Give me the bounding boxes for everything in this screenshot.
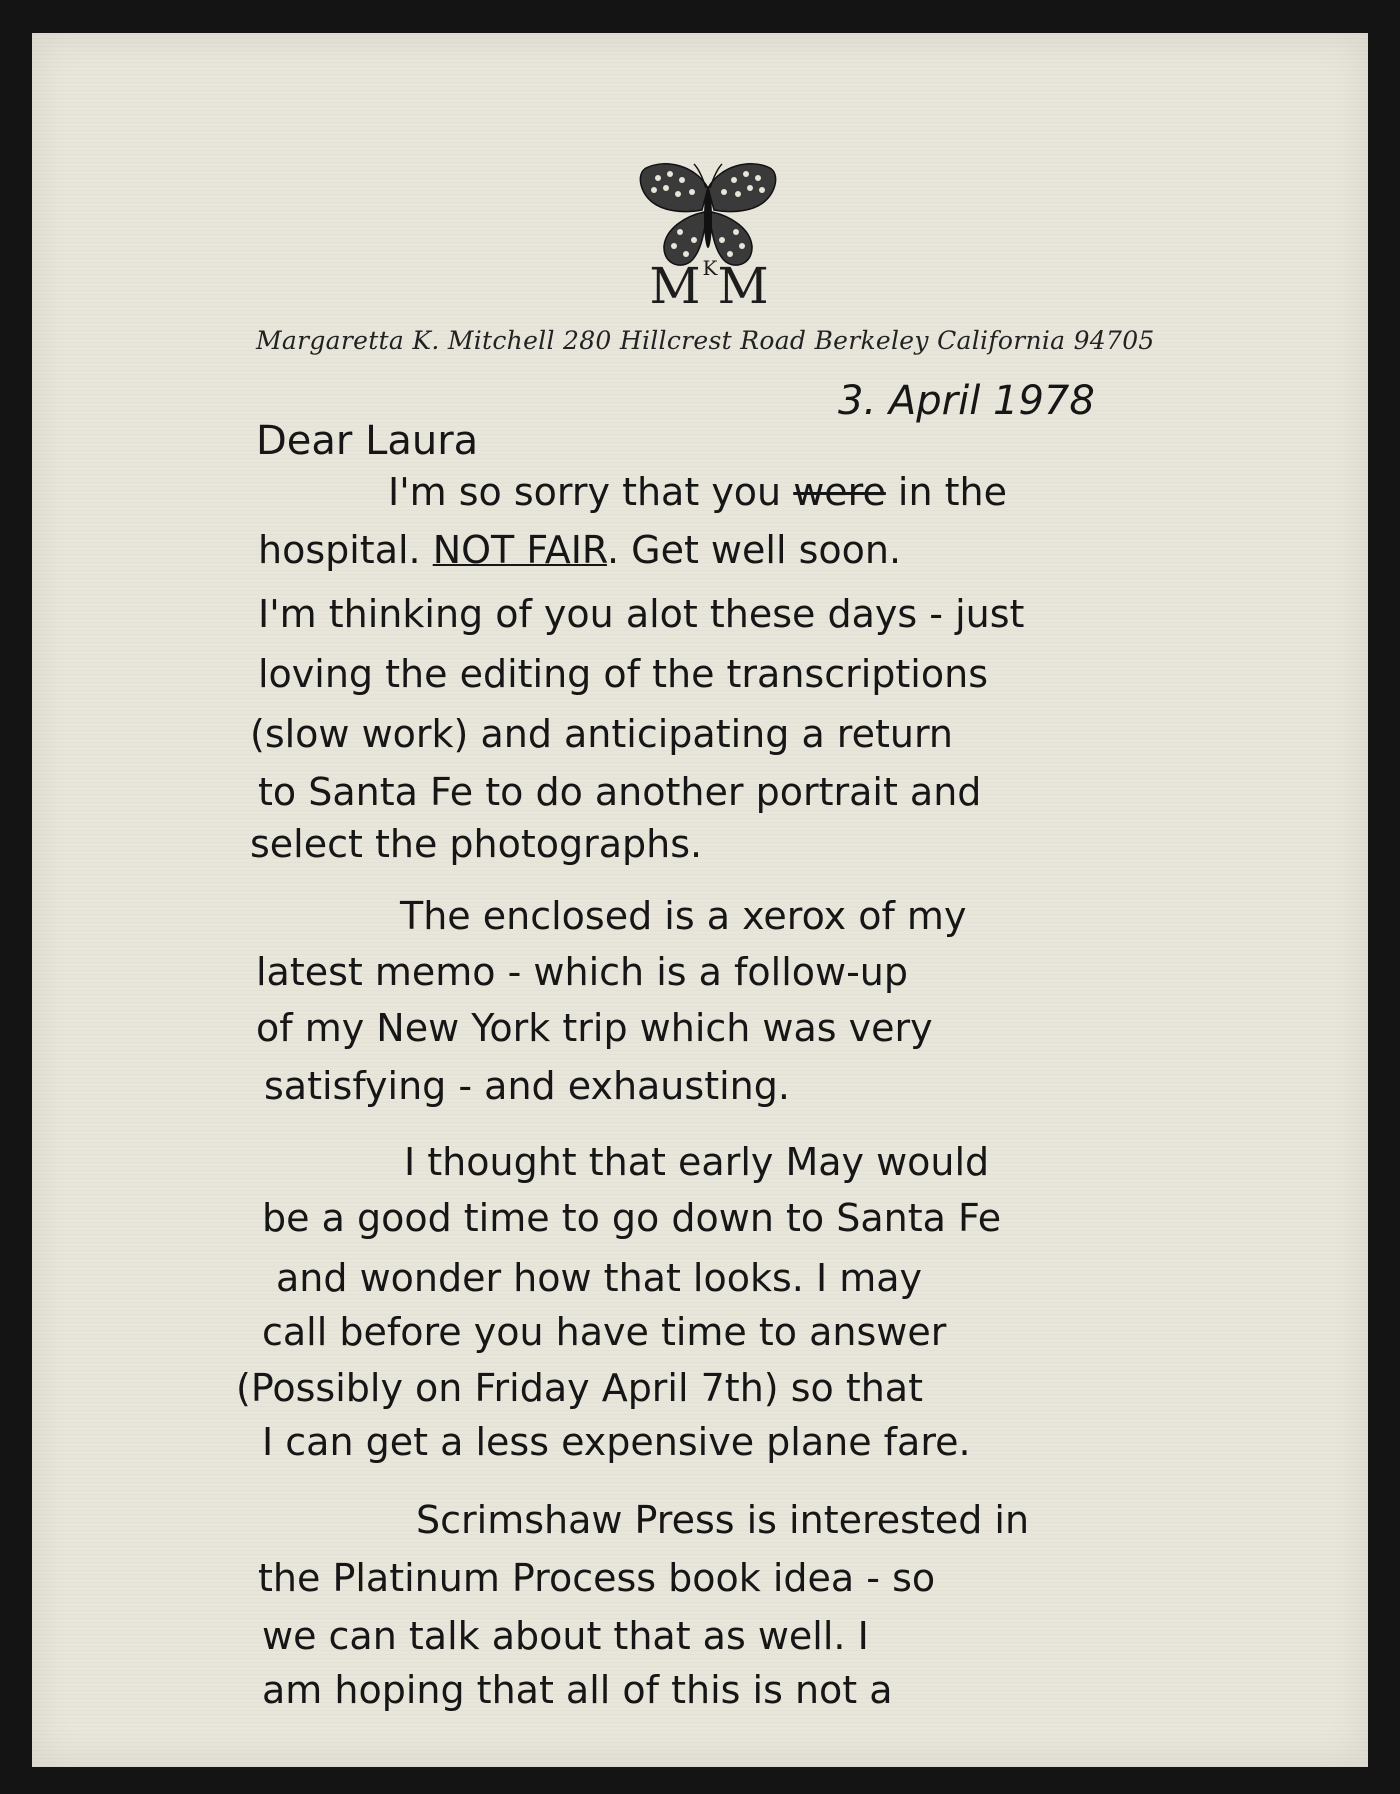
emphasis-not-fair: NOT FAIR [432,528,607,572]
body-line: hospital. NOT FAIR. Get well soon. [258,528,902,572]
body-line: I thought that early May would [404,1140,990,1184]
body-line: I can get a less expensive plane fare. [262,1420,971,1464]
body-line: to Santa Fe to do another portrait and [258,770,982,814]
body-line: (slow work) and anticipating a return [250,712,953,756]
body-line: select the photographs. [250,822,703,866]
body-line: the Platinum Process book idea - so [258,1556,936,1600]
body-line: I'm thinking of you alot these days - just [258,592,1025,636]
body-line: I'm so sorry that you were in the [388,470,1008,514]
body-line: of my New York trip which was very [256,1006,933,1050]
body-line: call before you have time to answer [262,1310,947,1354]
body-line: Scrimshaw Press is interested in [416,1498,1030,1542]
body-line: and wonder how that looks. I may [276,1256,923,1300]
body-line: be a good time to go down to Santa Fe [262,1196,1002,1240]
body-line: am hoping that all of this is not a [262,1668,893,1712]
body-line: (Possibly on Friday April 7th) so that [236,1366,923,1410]
struck-word: were [793,470,886,514]
salutation: Dear Laura [256,418,479,464]
monogram: $M^KM$ [649,256,771,315]
letterhead-address: Margaretta K. Mitchell 280 Hillcrest Road Berkeley California 94705 [256,326,1155,355]
body-line: latest memo - which is a follow-up [256,950,908,994]
body-line: satisfying - and exhausting. [264,1064,790,1108]
letter-date: 3. April 1978 [838,378,1095,424]
body-line: The enclosed is a xerox of my [400,894,967,938]
body-line: loving the editing of the transcriptions [258,652,988,696]
body-line: we can talk about that as well. I [262,1614,869,1658]
